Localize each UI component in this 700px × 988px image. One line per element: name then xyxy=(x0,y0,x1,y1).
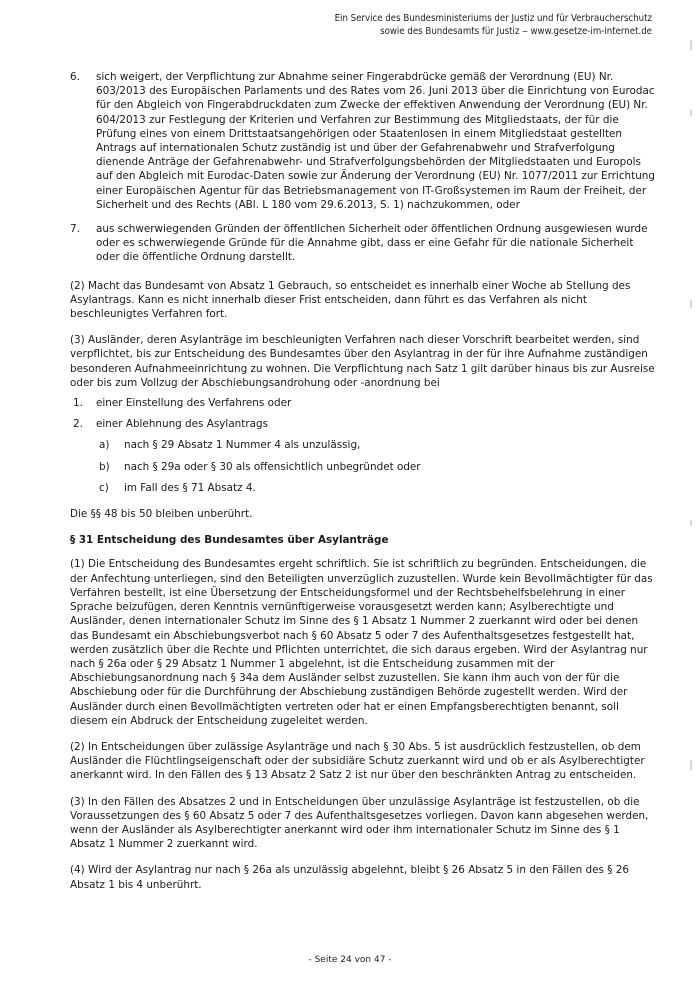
enum-item xyxy=(70,417,655,431)
scan-margin-mark xyxy=(690,300,692,308)
list-item-number: 6. xyxy=(70,71,80,83)
paragraph-3: (3) Ausländer, deren Asylanträge im beschleunigten Verfahren nach dieser Vorschrift bearbeitet werden, sind verpflichtet, bis zur Entscheidung des Bundesamtes über den Asylantrag in der für ihre Aufnahme zuständigen besonderen Aufnahmeeinrichtung zu wohnen. Die Verpflichtung nach Satz 1 gilt darüber hinaus bis zur Ausreise oder bis zum Vollzug der Abschiebungsandrohung oder -anordnung bei xyxy=(70,334,655,389)
scan-margin-mark xyxy=(690,520,692,526)
paragraph-2: (2) Macht das Bundesamt von Absatz 1 Gebrauch, so entscheidet es innerhalb einer Woche ab Stellung des Asylantrags. Kann es nicht innerhalb dieser Frist entscheiden, dann führt es das Verfahren als nicht beschleunigtes Verfahren fort. xyxy=(70,279,631,321)
sub-enum-text: nach § 29a oder § 30 als offensichtlich unbegründet oder xyxy=(124,460,421,473)
scan-margin-mark xyxy=(690,110,692,116)
section-heading: § 31 Entscheidung des Bundesamtes über Asylanträge xyxy=(70,534,389,547)
header-line-2: sowie des Bundesamts für Justiz ‒ www.gesetze-im-internet.de xyxy=(380,26,652,37)
list-item-number: 7. xyxy=(70,223,80,236)
list-item xyxy=(70,70,655,212)
page-footer: - Seite 24 von 47 - xyxy=(308,955,392,965)
sub-enum-item xyxy=(70,438,655,452)
enum-number: 2. xyxy=(73,418,83,431)
list-item xyxy=(70,222,655,265)
sub-enum-item xyxy=(70,460,655,474)
list-item-text: aus schwerwiegenden Gründen der öffentlichen Sicherheit oder öffentlichen Ordnung ausgewiesen wurde oder es schwerwiegende Gründe für die Annahme gibt, dass er eine Gefahr für die nationale Sicherheit oder die öffentliche Ordnung darstellt. xyxy=(96,223,648,264)
s31-paragraph-4: (4) Wird der Asylantrag nur nach § 26a als unzulässig abgelehnt, bleibt § 26 Absatz 5 in den Fällen des § 26 Absatz 1 bis 4 unberührt. xyxy=(70,864,629,891)
paragraph-unberuehrt: Die §§ 48 bis 50 bleiben unberührt. xyxy=(70,508,253,521)
sub-enum-letter: a) xyxy=(99,439,110,452)
page-header xyxy=(335,12,652,38)
sub-enum-item xyxy=(70,481,655,495)
s31-paragraph-1: (1) Die Entscheidung des Bundesamtes ergeht schriftlich. Sie ist schriftlich zu begründen. Entscheidungen, die der Anfechtung unterliegen, sind den Beteiligten unverzüglich zuzustellen. Wurde kein Bevollmächtigter für das Verfahren bestellt, ist eine Übersetzung der Entscheidungsformel und der Rechtsbehelfsbelehrung in einer Sprache beizufügen, deren Kenntnis vernünftigerweise vorausgesetzt werden kann; Asylberechtigte und Ausländer, denen internationaler Schutz im Sinne des § 1 Absatz 1 Nummer 2 zuerkannt wird oder bei denen das Bundesamt ein Abschiebungsverbot nach § 60 Absatz 5 oder 7 des Aufenthaltsgesetzes festgestellt hat, werden zusätzlich über die Rechte und Pflichten unterrichtet, die sich daraus ergeben. Wird der Asylantrag nur nach § 26a oder § 29 Absatz 1 Nummer 1 abgelehnt, ist die Entscheidung zusammen mit der Abschiebungsanordnung nach § 34a dem Ausländer selbst zuzustellen. Sie kann ihm auch von der für die Abschiebung oder für die Durchführung der Abschiebung zuständigen Behörde zugestellt werden. Wird der Ausländer durch einen Bevollmächtigten vertreten oder hat er einen Empfangsberechtigten benannt, soll diesem ein Abdruck der Entscheidung zugeleitet werden. xyxy=(70,558,653,727)
enum-text: einer Ablehnung des Asylantrags xyxy=(96,418,268,431)
s31-paragraph-3: (3) In den Fällen des Absatzes 2 und in Entscheidungen über unzulässige Asylanträge ist festzustellen, ob die Voraussetzungen des § 60 Absatz 5 oder 7 des Aufenthaltsgesetzes vorliegen. Davon kann abgesehen werden, wenn der Ausländer als Asylberechtigter anerkannt wird oder ihm internationaler Schutz im Sinne des § 1 Absatz 1 Nummer 2 zuerkannt wird. xyxy=(70,795,649,851)
scan-margin-mark xyxy=(690,40,692,50)
enum-number: 1. xyxy=(73,397,83,410)
list-item-text: sich weigert, der Verpflichtung zur Abnahme seiner Fingerabdrücke gemäß der Verordnung (EU) Nr. 603/2013 des Europäischen Parlaments und des Rates vom 26. Juni 2013 über die Einrichtung von Eurodac für den Abgleich von Fingerabdruckdaten zum Zwecke der effektiven Anwendung der Verordnung (EU) Nr. 604/2013 zur Festlegung der Kriterien und Verfahren zur Bestimmung des Mitgliedstaats, der für die Prüfung eines von einem Drittstaatsangehörigen oder Staatenlosen in einem Mitgliedstaat gestellten Antrags auf internationalen Schutz zuständig ist und über der Gefahrenabwehr und Strafverfolgung dienende Anträge der Gefahrenabwehr- und Strafverfolgungsbehörden der Mitgliedstaaten und Europols auf den Abgleich mit Eurodac-Daten sowie zur Änderung der Verordnung (EU) Nr. 1077/2011 zur Errichtung einer Europäischen Agentur für das Betriebsmanagement von IT-Großsystemen im Raum der Freiheit, der Sicherheit und des Rechts (ABl. L 180 vom 29.6.2013, S. 1) nachzukommen, oder xyxy=(96,71,655,211)
sub-enum-letter: b) xyxy=(99,460,110,473)
scan-margin-mark xyxy=(690,760,692,770)
enum-text: einer Einstellung des Verfahrens oder xyxy=(96,397,292,410)
enum-item xyxy=(70,396,655,410)
document-body xyxy=(70,70,655,904)
sub-enum-text: nach § 29 Absatz 1 Nummer 4 als unzulässig, xyxy=(124,439,361,452)
s31-paragraph-2: (2) In Entscheidungen über zulässige Asylanträge und nach § 30 Abs. 5 ist ausdrücklich festzustellen, ob dem Ausländer die Flüchtlingseigenschaft oder der subsidiäre Schutz zuerkannt wird und ob er als Asylberechtigter anerkannt wird. In den Fällen des § 13 Absatz 2 Satz 2 ist nur über den beschränkten Antrag zu entscheiden. xyxy=(70,740,645,782)
sub-enum-text: im Fall des § 71 Absatz 4. xyxy=(124,481,256,494)
sub-enum-letter: c) xyxy=(99,481,109,494)
header-line-1: Ein Service des Bundesministeriums der Justiz und für Verbraucherschutz xyxy=(334,13,652,24)
